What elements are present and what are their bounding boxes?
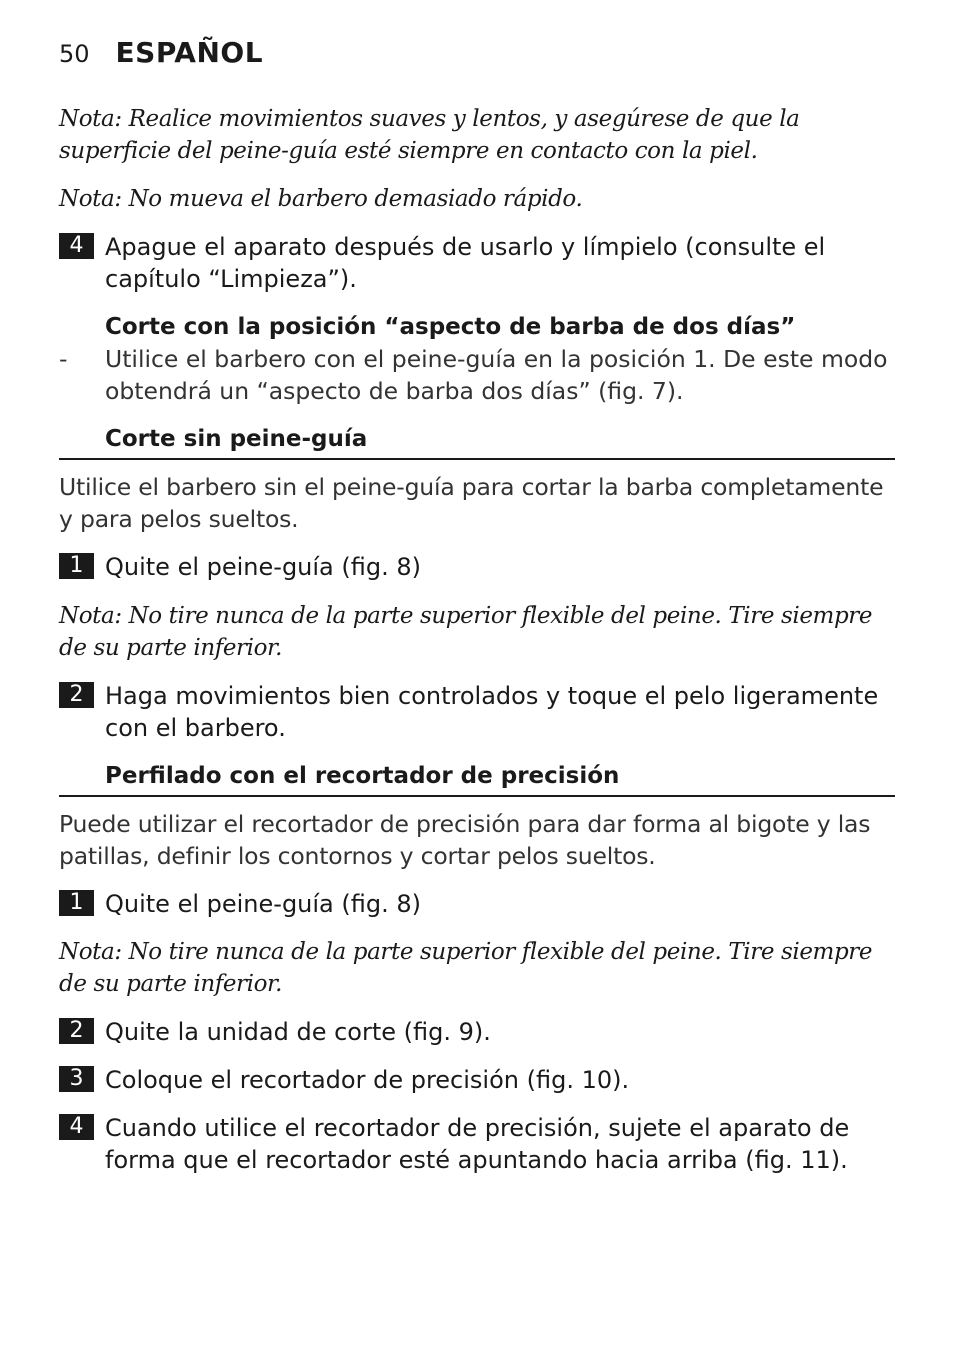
dash-bullet: - xyxy=(59,345,68,373)
step-controlled-movements xyxy=(59,680,899,744)
step-remove-comb xyxy=(59,551,899,583)
step-text: Apague el aparato después de usarlo y límpielo (consulte el capítulo “Limpieza”). xyxy=(105,233,826,293)
step-text: Quite el peine-guía (fig. 8) xyxy=(105,890,421,918)
step-text: Quite el peine-guía (fig. 8) xyxy=(105,553,421,581)
step-text: Cuando utilice el recortador de precisión, sujete el aparato de forma que el recortador esté apuntando hacia arriba (fig. 11). xyxy=(105,1114,850,1174)
step-hold-appliance xyxy=(59,1112,899,1176)
step-number: 2 xyxy=(59,682,94,708)
step-number: 2 xyxy=(59,1018,94,1044)
section-intro-precision: Puede utilizar el recortador de precisión para dar forma al bigote y las patillas, definir los contornos y cortar pelos sueltos. xyxy=(59,810,871,870)
step-number: 3 xyxy=(59,1066,94,1092)
note-not-too-fast: Nota: No mueva el barbero demasiado rápido. xyxy=(59,186,583,212)
section-title-precision: Perfilado con el recortador de precisión xyxy=(105,763,620,789)
note-do-not-pull: Nota: No tire nunca de la parte superior flexible del peine. Tire siempre de su parte inferior. xyxy=(59,939,873,997)
section-divider xyxy=(59,458,895,460)
section-intro-no-comb: Utilice el barbero sin el peine-guía para cortar la barba completamente y para pelos sueltos. xyxy=(59,473,884,533)
subheading-two-day-look: Corte con la posición “aspecto de barba de dos días” xyxy=(105,314,796,340)
step-number: 1 xyxy=(59,553,94,579)
section-title-no-comb: Corte sin peine-guía xyxy=(105,426,368,452)
step-switch-off xyxy=(59,231,899,295)
step-text: Haga movimientos bien controlados y toque el pelo ligeramente con el barbero. xyxy=(105,682,879,742)
step-remove-comb xyxy=(59,888,899,920)
page-number: 50 xyxy=(59,40,90,68)
step-text: Coloque el recortador de precisión (fig. 10). xyxy=(105,1066,630,1094)
step-number: 4 xyxy=(59,233,94,259)
step-number: 4 xyxy=(59,1114,94,1140)
step-text: Quite la unidad de corte (fig. 9). xyxy=(105,1018,491,1046)
step-remove-cutting-unit xyxy=(59,1016,899,1048)
note-do-not-pull: Nota: No tire nunca de la parte superior flexible del peine. Tire siempre de su parte inferior. xyxy=(59,603,873,661)
note-smooth-movements: Nota: Realice movimientos suaves y lentos, y asegúrese de que la superficie del peine-guía esté siempre en contacto con la piel. xyxy=(59,106,800,164)
dash-list-item xyxy=(59,343,899,407)
language-title: ESPAÑOL xyxy=(115,36,264,69)
step-number: 1 xyxy=(59,890,94,916)
section-divider xyxy=(59,795,895,797)
dash-item-text: Utilice el barbero con el peine-guía en la posición 1. De este modo obtendrá un “aspecto de barba dos días” (fig. 7). xyxy=(105,345,888,405)
page-header xyxy=(59,36,263,69)
step-attach-precision-trimmer xyxy=(59,1064,899,1096)
